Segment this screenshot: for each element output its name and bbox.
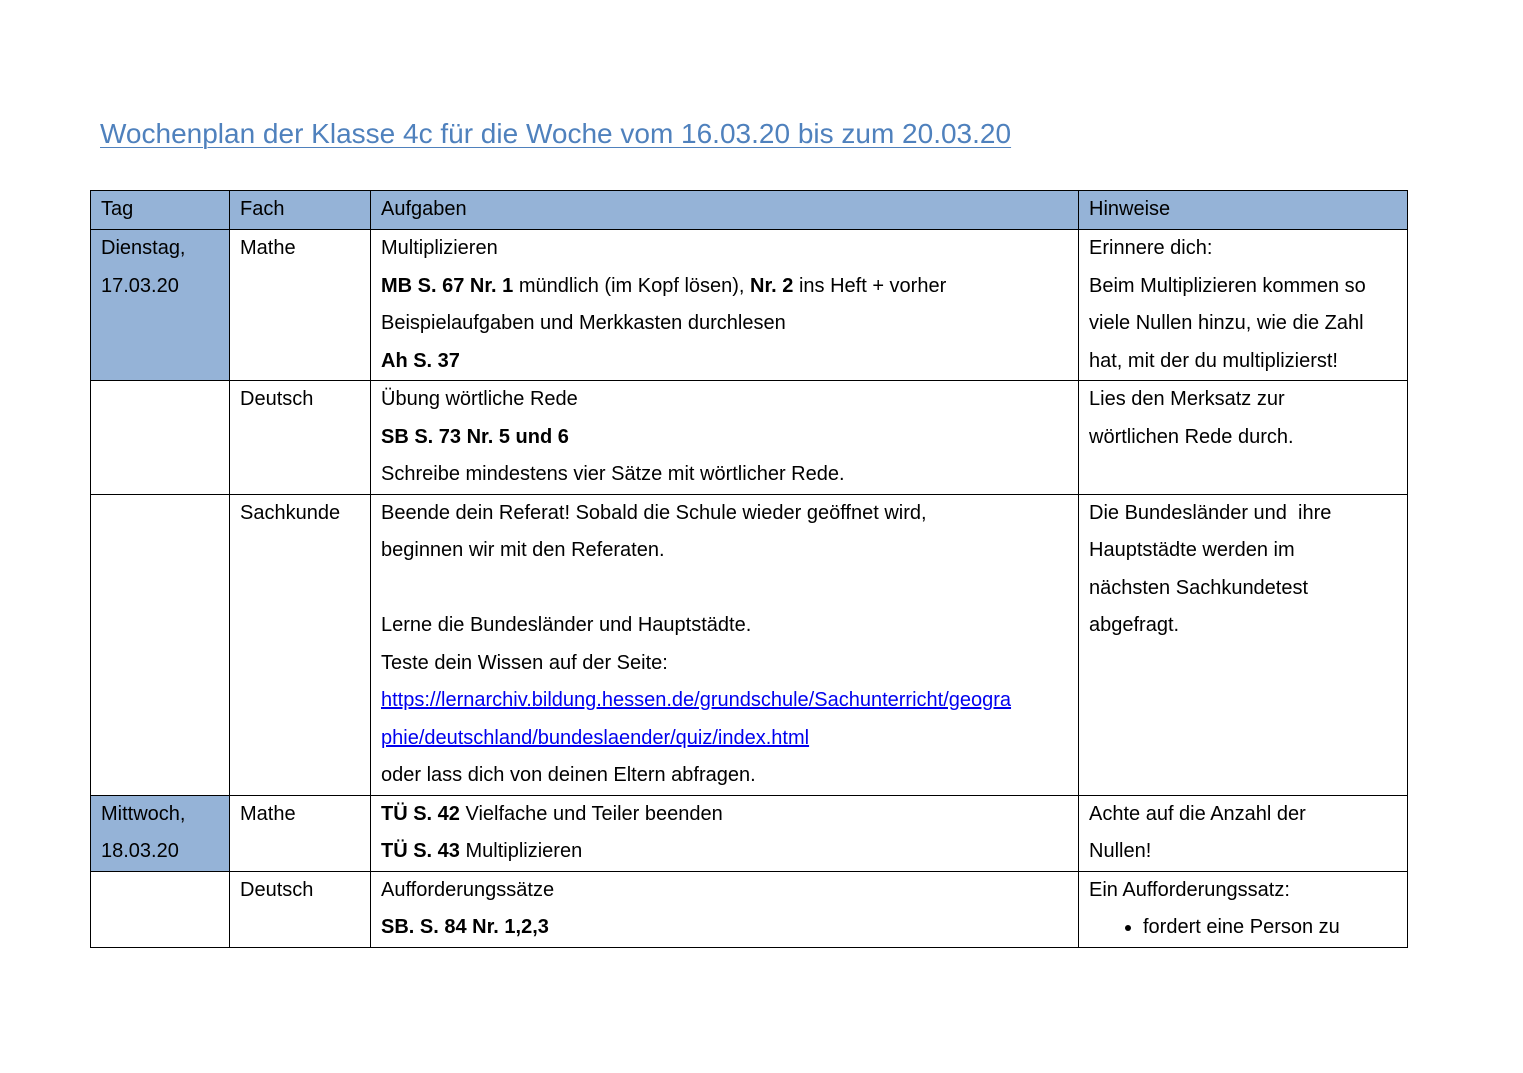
- task-line: Multiplizieren: [381, 237, 498, 259]
- tasks-cell: [371, 230, 1079, 381]
- tasks-cell: [371, 494, 1079, 795]
- hint-line: Die Bundesländer und ihre: [1089, 501, 1332, 524]
- task-line: Aufforderungssätze: [381, 878, 555, 901]
- table-row: [91, 795, 1408, 871]
- hint-line: viele Nullen hinzu, wie die Zahl: [1089, 312, 1364, 334]
- subject-label: Sachkunde: [240, 501, 341, 524]
- day-cell: [91, 871, 230, 947]
- day-name: Mittwoch,: [101, 802, 186, 825]
- subject-cell: [230, 494, 371, 795]
- task-line: [381, 419, 1068, 457]
- hints-cell: [1079, 795, 1408, 871]
- hint-line: Achte auf die Anzahl der: [1089, 802, 1306, 825]
- task-line: [381, 343, 1068, 381]
- tasks-cell: [371, 795, 1079, 871]
- table-header-row: [91, 191, 1408, 230]
- hint-bullet-list: [1089, 909, 1397, 947]
- day-cell: [91, 494, 230, 795]
- page-title: Wochenplan der Klasse 4c für die Woche vom 16.03.20 bis zum 20.03.20: [100, 118, 1012, 149]
- quiz-link[interactable]: [381, 682, 1068, 757]
- hint-line: nächsten Sachkundetest: [1089, 576, 1309, 599]
- task-line: [381, 909, 1068, 947]
- day-cell: [91, 795, 230, 871]
- subject-label: Mathe: [240, 237, 296, 259]
- hint-line: Hauptstädte werden im: [1089, 539, 1295, 561]
- task-ref: Ah S. 37: [381, 349, 460, 372]
- subject-cell: [230, 381, 371, 495]
- table-row: [91, 381, 1408, 495]
- hint-line: Beim Multiplizieren kommen so: [1089, 274, 1366, 297]
- quiz-link-part[interactable]: phie/deutschland/bundeslaender/quiz/index.html: [381, 726, 810, 749]
- weekly-plan-table: [90, 190, 1408, 948]
- task-line: Teste dein Wissen auf der Seite:: [381, 651, 668, 674]
- subject-cell: [230, 871, 371, 947]
- task-line: Schreibe mindestens vier Sätze mit wörtlicher Rede.: [381, 463, 845, 485]
- hint-line: Lies den Merksatz zur: [1089, 388, 1285, 410]
- day-name: Dienstag,: [101, 237, 186, 259]
- subject-label: Deutsch: [240, 388, 314, 410]
- table-row: [91, 871, 1408, 947]
- table-row: [91, 494, 1408, 795]
- table-row: [91, 230, 1408, 381]
- tasks-cell: [371, 381, 1079, 495]
- hints-cell: [1079, 494, 1408, 795]
- day-cell: [91, 381, 230, 495]
- task-line: beginnen wir mit den Referaten.: [381, 539, 665, 561]
- day-cell: [91, 230, 230, 381]
- day-date: 18.03.20: [101, 840, 179, 862]
- task-line: Übung wörtliche Rede: [381, 388, 578, 410]
- task-ref: SB S. 73 Nr. 5 und 6: [381, 425, 569, 448]
- hints-cell: [1079, 381, 1408, 495]
- task-ref: TÜ S. 43: [381, 840, 460, 862]
- header-aufgaben: Aufgaben: [371, 191, 1079, 230]
- hint-line: Nullen!: [1089, 840, 1152, 862]
- task-text: ins Heft + vorher: [793, 274, 947, 297]
- task-text: mündlich (im Kopf lösen),: [513, 274, 751, 297]
- task-line: oder lass dich von deinen Eltern abfragen.: [381, 764, 756, 786]
- task-line: [381, 796, 1068, 834]
- task-text: Vielfache und Teiler beenden: [459, 802, 723, 825]
- hint-line: Ein Aufforderungssatz:: [1089, 878, 1290, 901]
- task-line: [381, 833, 1068, 871]
- subject-cell: [230, 230, 371, 381]
- subject-cell: [230, 795, 371, 871]
- subject-label: Mathe: [240, 802, 296, 825]
- hint-line: abgefragt.: [1089, 614, 1180, 636]
- hint-line: hat, mit der du multiplizierst!: [1089, 349, 1338, 372]
- hints-cell: [1079, 871, 1408, 947]
- task-line: Lerne die Bundesländer und Hauptstädte.: [381, 614, 752, 636]
- hint-line: Erinnere dich:: [1089, 237, 1213, 259]
- hint-bullet: • fordert eine Person zu: [1143, 909, 1397, 947]
- task-ref: SB. S. 84 Nr. 1,2,3: [381, 916, 549, 938]
- hint-line: wörtlichen Rede durch.: [1089, 425, 1294, 448]
- day-date: 17.03.20: [101, 274, 179, 297]
- subject-label: Deutsch: [240, 878, 314, 901]
- quiz-link-part[interactable]: https://lernarchiv.bildung.hessen.de/grundschule/Sachunterricht/geogra: [381, 689, 1012, 711]
- task-line: Beende dein Referat! Sobald die Schule wieder geöffnet wird,: [381, 501, 927, 524]
- header-tag: Tag: [91, 191, 230, 230]
- header-fach: Fach: [230, 191, 371, 230]
- task-line: [381, 268, 1068, 306]
- task-line: Beispielaufgaben und Merkkasten durchlesen: [381, 312, 786, 334]
- blank-line: [381, 570, 1068, 608]
- hints-cell: [1079, 230, 1408, 381]
- task-text: Multiplizieren: [459, 840, 583, 862]
- task-ref: Nr. 2: [750, 274, 794, 297]
- task-ref: MB S. 67 Nr. 1: [381, 274, 514, 297]
- tasks-cell: [371, 871, 1079, 947]
- task-ref: TÜ S. 42: [381, 802, 460, 825]
- header-hinweise: Hinweise: [1079, 191, 1408, 230]
